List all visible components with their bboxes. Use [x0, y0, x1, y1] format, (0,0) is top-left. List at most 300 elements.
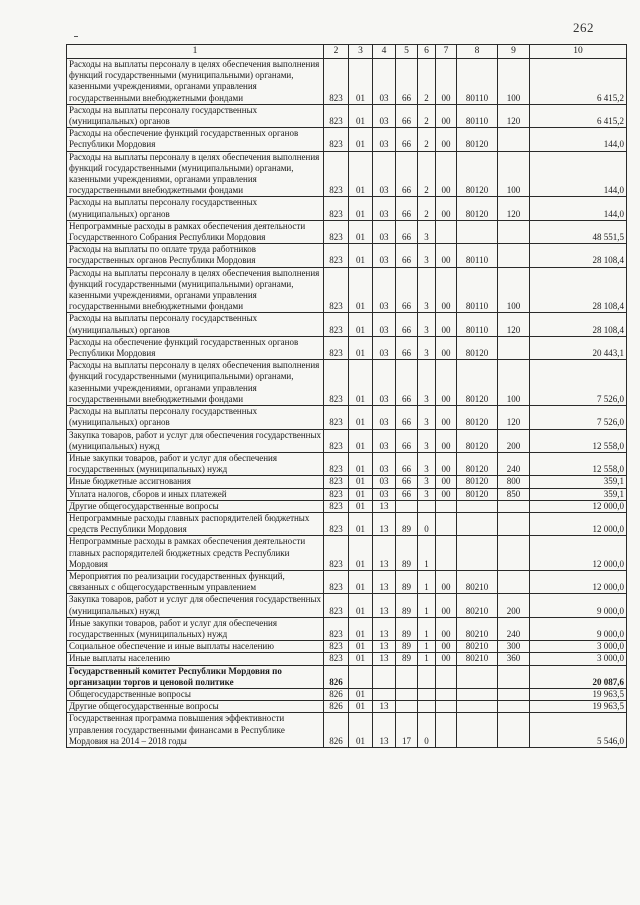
row-amount: 28 108,4	[530, 313, 627, 336]
table-row	[67, 267, 627, 313]
row-code-activity: 00	[436, 406, 457, 429]
table-row	[67, 653, 627, 665]
row-code-program: 89	[396, 653, 418, 665]
row-code-subsection: 03	[373, 313, 396, 336]
row-code-section	[349, 665, 373, 688]
row-code-section: 01	[349, 360, 373, 406]
row-code-direction: 80210	[457, 653, 498, 665]
row-code-section: 01	[349, 594, 373, 617]
header-col-9: 9	[498, 45, 530, 59]
row-name: Расходы на выплаты по оплате труда работников государственных органов Республики Мордовия	[67, 244, 324, 267]
row-code-activity	[436, 512, 457, 535]
row-code-subsection: 03	[373, 244, 396, 267]
row-code-subprogram: 3	[418, 244, 436, 267]
row-code-admin: 823	[324, 59, 349, 105]
row-name: Расходы на выплаты персоналу государственных (муниципальных) органов	[67, 197, 324, 220]
row-code-program: 89	[396, 570, 418, 593]
row-code-expense-type: 200	[498, 594, 530, 617]
row-code-subsection: 03	[373, 128, 396, 151]
row-code-section: 01	[349, 701, 373, 713]
row-code-admin: 823	[324, 570, 349, 593]
row-code-subsection: 03	[373, 197, 396, 220]
row-code-subsection: 03	[373, 488, 396, 500]
row-code-section: 01	[349, 104, 373, 127]
row-code-subsection: 13	[373, 512, 396, 535]
table-row	[67, 512, 627, 535]
row-code-direction: 80110	[457, 104, 498, 127]
row-code-section: 01	[349, 220, 373, 243]
row-code-activity: 00	[436, 151, 457, 197]
header-col-6: 6	[418, 45, 436, 59]
table-row	[67, 688, 627, 700]
row-code-program: 89	[396, 594, 418, 617]
row-code-expense-type	[498, 688, 530, 700]
row-code-expense-type: 360	[498, 653, 530, 665]
row-code-admin: 823	[324, 429, 349, 452]
table-row	[67, 452, 627, 475]
table-body	[67, 59, 627, 748]
row-name: Непрограммные расходы в рамках обеспечения деятельности Государственного Собрания Республики Мордовия	[67, 220, 324, 243]
row-name: Иные закупки товаров, работ и услуг для обеспечения государственных (муниципальных) нужд	[67, 617, 324, 640]
row-amount: 6 415,2	[530, 59, 627, 105]
row-name: Мероприятия по реализации государственных функций, связанных с общегосударственным управлением	[67, 570, 324, 593]
row-code-program: 66	[396, 59, 418, 105]
row-code-admin: 823	[324, 476, 349, 488]
row-code-direction: 80120	[457, 452, 498, 475]
row-code-admin: 826	[324, 665, 349, 688]
row-code-section: 01	[349, 536, 373, 571]
row-code-expense-type: 240	[498, 617, 530, 640]
row-code-expense-type: 100	[498, 267, 530, 313]
row-code-admin: 823	[324, 488, 349, 500]
row-code-subprogram: 2	[418, 197, 436, 220]
row-amount: 359,1	[530, 488, 627, 500]
row-code-program: 66	[396, 313, 418, 336]
row-code-subprogram: 3	[418, 406, 436, 429]
row-code-admin: 823	[324, 500, 349, 512]
row-code-expense-type: 120	[498, 406, 530, 429]
row-code-activity: 00	[436, 128, 457, 151]
table-row	[67, 151, 627, 197]
table-row	[67, 220, 627, 243]
row-amount: 12 000,0	[530, 536, 627, 571]
row-name: Другие общегосударственные вопросы	[67, 500, 324, 512]
row-code-subsection: 13	[373, 701, 396, 713]
row-code-subsection: 03	[373, 59, 396, 105]
row-code-subprogram	[418, 688, 436, 700]
table-row	[67, 313, 627, 336]
row-amount: 7 526,0	[530, 360, 627, 406]
row-code-direction: 80110	[457, 244, 498, 267]
row-code-section: 01	[349, 336, 373, 359]
row-code-section: 01	[349, 244, 373, 267]
row-name: Расходы на выплаты персоналу в целях обеспечения выполнения функций государственными (муниципальными) органами, казенными учреждениями, органами управления государственными внебюджетными фондами	[67, 360, 324, 406]
row-code-subsection: 03	[373, 476, 396, 488]
row-code-direction: 80120	[457, 488, 498, 500]
row-code-direction	[457, 665, 498, 688]
row-name: Иные выплаты населению	[67, 653, 324, 665]
row-code-admin: 823	[324, 244, 349, 267]
row-code-program: 66	[396, 128, 418, 151]
row-code-activity: 00	[436, 617, 457, 640]
row-code-subsection: 03	[373, 151, 396, 197]
row-code-activity	[436, 688, 457, 700]
row-code-direction	[457, 536, 498, 571]
row-code-program: 66	[396, 151, 418, 197]
row-code-admin: 823	[324, 104, 349, 127]
row-code-section: 01	[349, 476, 373, 488]
row-code-subprogram: 1	[418, 641, 436, 653]
table-row	[67, 336, 627, 359]
row-code-direction: 80120	[457, 151, 498, 197]
row-code-program: 66	[396, 406, 418, 429]
row-code-expense-type: 850	[498, 488, 530, 500]
row-amount: 19 963,5	[530, 701, 627, 713]
row-code-program: 66	[396, 244, 418, 267]
row-amount: 20 443,1	[530, 336, 627, 359]
row-code-activity: 00	[436, 336, 457, 359]
row-code-subprogram: 3	[418, 429, 436, 452]
table-row	[67, 500, 627, 512]
row-code-admin: 823	[324, 360, 349, 406]
row-code-subsection: 13	[373, 653, 396, 665]
row-code-expense-type	[498, 500, 530, 512]
table-row	[67, 360, 627, 406]
row-code-program	[396, 688, 418, 700]
table-row	[67, 713, 627, 748]
row-amount: 28 108,4	[530, 244, 627, 267]
row-code-expense-type: 300	[498, 641, 530, 653]
row-code-program	[396, 701, 418, 713]
row-code-expense-type	[498, 665, 530, 688]
row-name: Государственный комитет Республики Мордовия по организации торгов и ценовой политике	[67, 665, 324, 688]
table-row	[67, 244, 627, 267]
row-code-program: 89	[396, 512, 418, 535]
row-code-subsection	[373, 665, 396, 688]
row-code-section: 01	[349, 570, 373, 593]
table-row	[67, 536, 627, 571]
row-name: Расходы на выплаты персоналу государственных (муниципальных) органов	[67, 104, 324, 127]
header-col-4: 4	[373, 45, 396, 59]
row-amount: 5 546,0	[530, 713, 627, 748]
row-code-subsection: 13	[373, 500, 396, 512]
row-code-expense-type	[498, 220, 530, 243]
row-code-expense-type: 100	[498, 59, 530, 105]
table-row	[67, 488, 627, 500]
row-code-subprogram: 0	[418, 713, 436, 748]
row-code-admin: 823	[324, 336, 349, 359]
row-amount: 359,1	[530, 476, 627, 488]
row-name: Иные закупки товаров, работ и услуг для обеспечения государственных (муниципальных) нужд	[67, 452, 324, 475]
row-code-subprogram: 3	[418, 360, 436, 406]
row-code-subprogram: 2	[418, 128, 436, 151]
row-amount: 3 000,0	[530, 653, 627, 665]
row-code-direction: 80120	[457, 197, 498, 220]
row-code-subsection: 03	[373, 104, 396, 127]
row-code-subsection: 03	[373, 406, 396, 429]
budget-table	[66, 44, 627, 748]
row-code-section: 01	[349, 688, 373, 700]
row-code-activity: 00	[436, 360, 457, 406]
row-code-program	[396, 665, 418, 688]
row-code-direction: 80110	[457, 267, 498, 313]
row-code-section: 01	[349, 452, 373, 475]
row-code-direction: 80120	[457, 429, 498, 452]
row-code-direction	[457, 500, 498, 512]
row-code-activity: 00	[436, 653, 457, 665]
row-name: Непрограммные расходы главных распорядителей бюджетных средств Республики Мордовия	[67, 512, 324, 535]
row-code-subsection: 03	[373, 452, 396, 475]
row-code-activity: 00	[436, 59, 457, 105]
row-code-direction	[457, 220, 498, 243]
table-row	[67, 476, 627, 488]
header-col-7: 7	[436, 45, 457, 59]
row-name: Общегосударственные вопросы	[67, 688, 324, 700]
row-code-subsection: 13	[373, 713, 396, 748]
row-code-activity: 00	[436, 570, 457, 593]
row-code-section: 01	[349, 617, 373, 640]
row-code-program: 89	[396, 536, 418, 571]
row-code-subprogram: 3	[418, 267, 436, 313]
row-code-subsection: 03	[373, 267, 396, 313]
row-name: Расходы на выплаты персоналу государственных (муниципальных) органов	[67, 313, 324, 336]
table-row	[67, 104, 627, 127]
row-amount: 48 551,5	[530, 220, 627, 243]
row-code-subsection	[373, 688, 396, 700]
table-row	[67, 429, 627, 452]
row-name: Уплата налогов, сборов и иных платежей	[67, 488, 324, 500]
table-row	[67, 59, 627, 105]
row-name: Иные бюджетные ассигнования	[67, 476, 324, 488]
row-code-direction: 80120	[457, 406, 498, 429]
row-code-activity: 00	[436, 476, 457, 488]
row-code-subprogram: 3	[418, 488, 436, 500]
row-code-direction: 80210	[457, 641, 498, 653]
row-code-expense-type: 100	[498, 151, 530, 197]
row-code-admin: 823	[324, 452, 349, 475]
table-row	[67, 594, 627, 617]
row-code-activity	[436, 500, 457, 512]
row-code-direction	[457, 713, 498, 748]
row-code-expense-type: 800	[498, 476, 530, 488]
row-amount: 12 558,0	[530, 429, 627, 452]
row-code-section: 01	[349, 429, 373, 452]
row-code-subprogram: 2	[418, 104, 436, 127]
row-code-direction	[457, 701, 498, 713]
row-amount: 28 108,4	[530, 267, 627, 313]
row-code-subsection: 13	[373, 536, 396, 571]
row-amount: 144,0	[530, 128, 627, 151]
row-code-program: 66	[396, 360, 418, 406]
row-code-subsection: 03	[373, 336, 396, 359]
header-row	[67, 45, 627, 59]
row-code-program: 17	[396, 713, 418, 748]
row-name: Социальное обеспечение и иные выплаты населению	[67, 641, 324, 653]
row-code-subprogram: 1	[418, 617, 436, 640]
row-code-activity: 00	[436, 104, 457, 127]
row-code-subsection: 13	[373, 594, 396, 617]
table-row	[67, 641, 627, 653]
row-code-admin: 823	[324, 536, 349, 571]
row-code-direction	[457, 688, 498, 700]
table-row	[67, 701, 627, 713]
row-amount: 12 558,0	[530, 452, 627, 475]
table-row	[67, 665, 627, 688]
row-code-expense-type	[498, 536, 530, 571]
row-code-subsection: 13	[373, 641, 396, 653]
row-name: Расходы на выплаты персоналу в целях обеспечения выполнения функций государственными (муниципальными) органами, казенными учреждениями, органами управления государственными внебюджетными фондами	[67, 151, 324, 197]
row-code-program: 66	[396, 197, 418, 220]
row-name: Расходы на выплаты персоналу государственных (муниципальных) органов	[67, 406, 324, 429]
row-code-admin: 826	[324, 701, 349, 713]
row-code-activity: 00	[436, 429, 457, 452]
row-code-activity: 00	[436, 452, 457, 475]
row-code-section: 01	[349, 500, 373, 512]
row-name: Закупка товаров, работ и услуг для обеспечения государственных (муниципальных) нужд	[67, 429, 324, 452]
row-code-section: 01	[349, 151, 373, 197]
row-code-subprogram: 2	[418, 151, 436, 197]
row-code-subprogram: 3	[418, 476, 436, 488]
table-row	[67, 197, 627, 220]
row-code-admin: 823	[324, 617, 349, 640]
row-code-section: 01	[349, 197, 373, 220]
row-code-direction	[457, 512, 498, 535]
row-code-admin: 823	[324, 267, 349, 313]
row-code-subprogram: 3	[418, 313, 436, 336]
table-row	[67, 128, 627, 151]
row-code-direction: 80110	[457, 313, 498, 336]
row-code-program: 66	[396, 452, 418, 475]
row-code-direction: 80120	[457, 476, 498, 488]
row-code-subprogram: 3	[418, 220, 436, 243]
row-code-admin: 823	[324, 128, 349, 151]
row-code-section: 01	[349, 313, 373, 336]
row-code-admin: 823	[324, 594, 349, 617]
row-code-admin: 823	[324, 512, 349, 535]
row-code-section: 01	[349, 267, 373, 313]
row-code-program: 66	[396, 488, 418, 500]
row-code-direction: 80110	[457, 59, 498, 105]
row-code-expense-type	[498, 244, 530, 267]
table-row	[67, 617, 627, 640]
row-amount: 12 000,0	[530, 500, 627, 512]
row-code-expense-type: 200	[498, 429, 530, 452]
row-code-subsection: 13	[373, 617, 396, 640]
row-code-admin: 823	[324, 653, 349, 665]
row-amount: 144,0	[530, 197, 627, 220]
row-code-program: 66	[396, 104, 418, 127]
row-code-section: 01	[349, 713, 373, 748]
row-code-section: 01	[349, 488, 373, 500]
scan-dash-mark	[74, 36, 78, 37]
row-code-expense-type: 240	[498, 452, 530, 475]
row-code-admin: 823	[324, 220, 349, 243]
row-name: Расходы на обеспечение функций государственных органов Республики Мордовия	[67, 128, 324, 151]
table-row	[67, 570, 627, 593]
row-code-direction: 80210	[457, 594, 498, 617]
row-amount: 9 000,0	[530, 594, 627, 617]
row-name: Другие общегосударственные вопросы	[67, 701, 324, 713]
row-code-program: 66	[396, 429, 418, 452]
row-code-activity: 00	[436, 641, 457, 653]
row-code-program: 89	[396, 641, 418, 653]
row-amount: 6 415,2	[530, 104, 627, 127]
row-code-subsection: 13	[373, 570, 396, 593]
row-code-direction: 80210	[457, 617, 498, 640]
row-code-subprogram: 3	[418, 336, 436, 359]
row-code-admin: 823	[324, 151, 349, 197]
row-code-expense-type: 120	[498, 197, 530, 220]
row-code-expense-type	[498, 512, 530, 535]
row-code-subprogram: 3	[418, 452, 436, 475]
header-col-8: 8	[457, 45, 498, 59]
row-code-section: 01	[349, 512, 373, 535]
row-code-subprogram: 1	[418, 570, 436, 593]
row-code-admin: 823	[324, 406, 349, 429]
row-code-section: 01	[349, 653, 373, 665]
row-code-admin: 823	[324, 313, 349, 336]
row-code-subsection: 03	[373, 360, 396, 406]
row-code-expense-type: 100	[498, 360, 530, 406]
row-code-expense-type	[498, 336, 530, 359]
row-code-activity: 00	[436, 197, 457, 220]
row-code-activity	[436, 713, 457, 748]
header-col-2: 2	[324, 45, 349, 59]
row-name: Расходы на обеспечение функций государственных органов Республики Мордовия	[67, 336, 324, 359]
header-col-3: 3	[349, 45, 373, 59]
row-code-section: 01	[349, 59, 373, 105]
row-code-activity	[436, 701, 457, 713]
row-code-section: 01	[349, 641, 373, 653]
row-code-program: 66	[396, 476, 418, 488]
row-name: Непрограммные расходы в рамках обеспечения деятельности главных распорядителей бюджетных средств Республики Мордовия	[67, 536, 324, 571]
row-code-admin: 823	[324, 641, 349, 653]
row-amount: 144,0	[530, 151, 627, 197]
header-col-10: 10	[530, 45, 627, 59]
row-code-activity: 00	[436, 313, 457, 336]
row-name: Закупка товаров, работ и услуг для обеспечения государственных (муниципальных) нужд	[67, 594, 324, 617]
row-amount: 20 087,6	[530, 665, 627, 688]
row-code-subprogram	[418, 665, 436, 688]
row-name: Расходы на выплаты персоналу в целях обеспечения выполнения функций государственными (муниципальными) органами, казенными учреждениями, органами управления государственными внебюджетными фондами	[67, 59, 324, 105]
row-code-program: 89	[396, 617, 418, 640]
row-code-activity	[436, 536, 457, 571]
row-code-subsection: 03	[373, 429, 396, 452]
table-row	[67, 406, 627, 429]
row-code-subsection: 03	[373, 220, 396, 243]
row-code-expense-type: 120	[498, 313, 530, 336]
row-code-direction: 80120	[457, 360, 498, 406]
row-amount: 12 000,0	[530, 512, 627, 535]
row-code-subprogram: 1	[418, 594, 436, 617]
row-code-activity: 00	[436, 267, 457, 313]
row-code-direction: 80120	[457, 128, 498, 151]
row-code-subprogram	[418, 701, 436, 713]
row-code-expense-type	[498, 701, 530, 713]
row-code-program	[396, 500, 418, 512]
row-code-subprogram: 2	[418, 59, 436, 105]
row-amount: 7 526,0	[530, 406, 627, 429]
row-name: Расходы на выплаты персоналу в целях обеспечения выполнения функций государственными (муниципальными) органами, казенными учреждениями, органами управления государственными внебюджетными фондами	[67, 267, 324, 313]
page-number: 262	[573, 20, 594, 35]
row-code-expense-type	[498, 128, 530, 151]
row-amount: 19 963,5	[530, 688, 627, 700]
row-code-expense-type	[498, 570, 530, 593]
row-code-admin: 826	[324, 713, 349, 748]
row-code-expense-type: 120	[498, 104, 530, 127]
row-amount: 9 000,0	[530, 617, 627, 640]
row-code-subprogram: 1	[418, 653, 436, 665]
